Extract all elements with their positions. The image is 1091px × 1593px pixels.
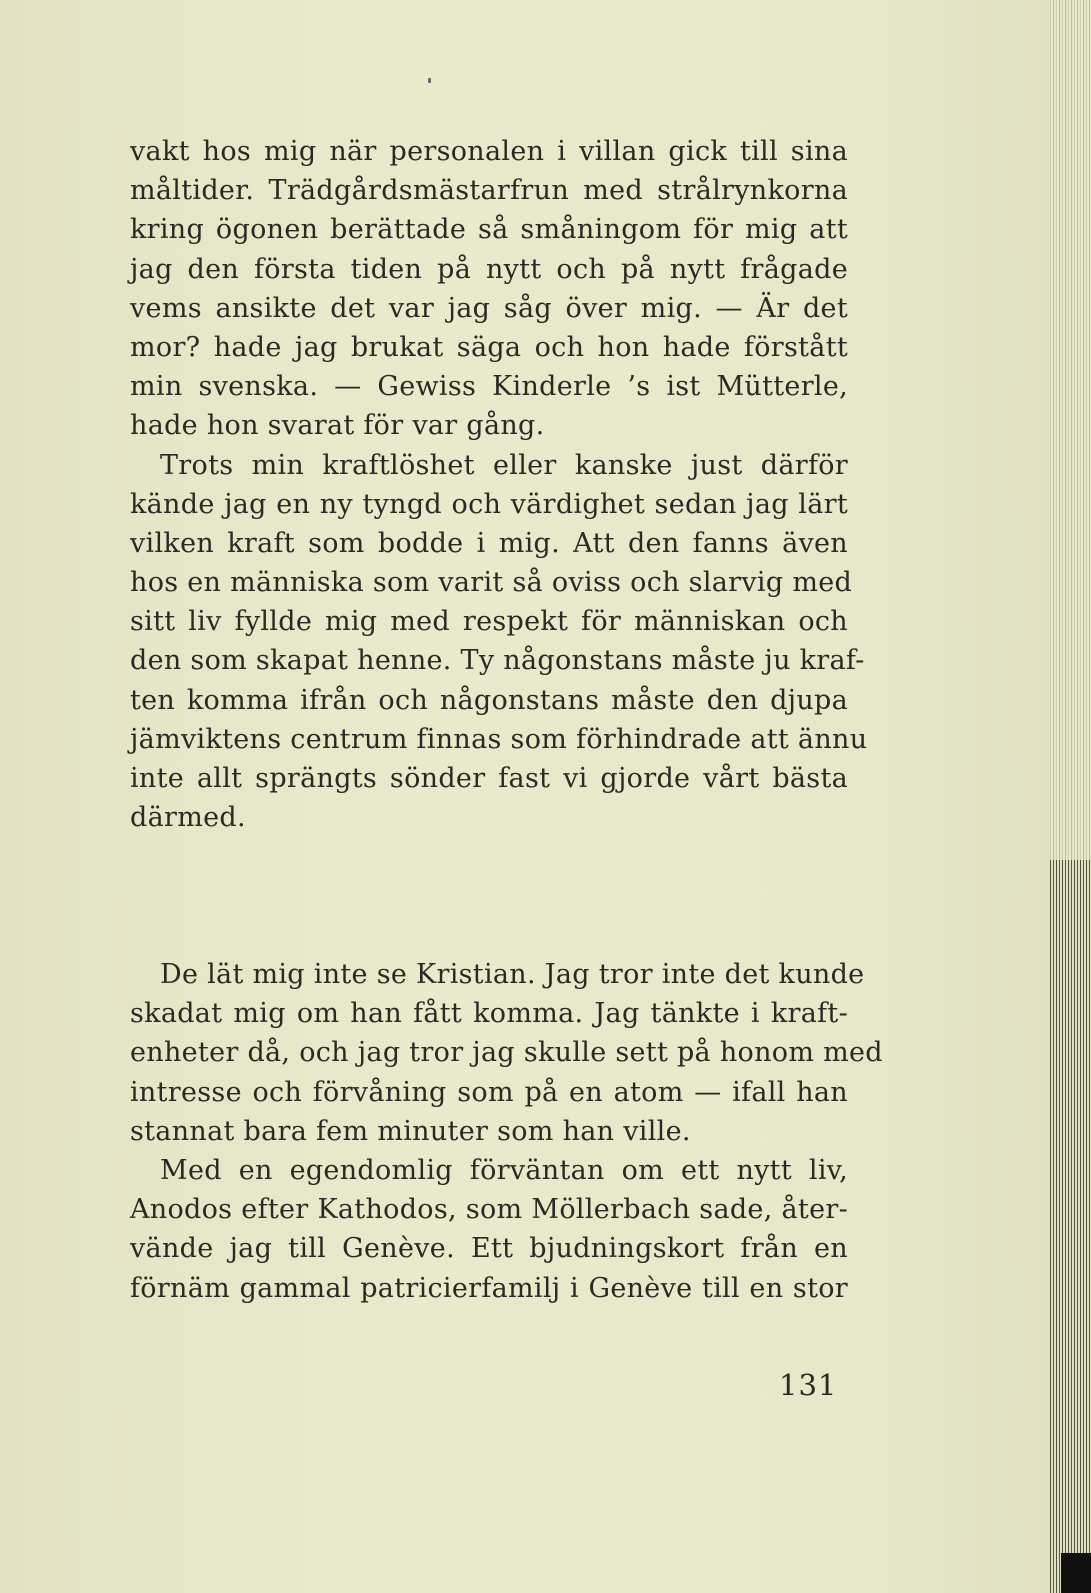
paragraph-first-line: Trots min kraftlöshet eller kanske just därför (160, 449, 848, 481)
text-line: hos en människa som varit så oviss och slarvig med (130, 567, 853, 599)
text-line: sitt liv fyllde mig med respekt för människan och (130, 606, 848, 638)
text-line: ten komma ifrån och någonstans måste den djupa (130, 684, 848, 716)
text-line: jämviktens centrum finnas som förhindrade att ännu (130, 723, 868, 755)
ink-speck (428, 78, 431, 83)
body-text-section-2 (130, 955, 883, 1308)
text-line: vände jag till Genève. Ett bjudningskort från en (130, 1233, 848, 1265)
text-line: kring ögonen berättade så småningom för mig att (130, 214, 848, 246)
text-line: stannat bara fem minuter som han ville. (130, 1115, 691, 1147)
page-stack-edge-shadow (1050, 860, 1091, 1593)
text-line: inte allt sprängts sönder fast vi gjorde vårt bästa (130, 763, 848, 794)
text-line: jag den första tiden på nytt och på nytt frågade (130, 253, 848, 285)
text-line: måltider. Trädgårdsmästarfrun med strålrynkorna (130, 175, 848, 207)
text-line: hade hon svarat för var gång. (130, 410, 545, 442)
text-line: skadat mig om han fått komma. Jag tänkte i kraft- (130, 998, 848, 1030)
text-line: vakt hos mig när personalen i villan gick till sina (130, 136, 848, 167)
body-text-section-1 (130, 132, 868, 837)
text-line: förnäm gammal patricierfamilj i Genève till en stor (130, 1272, 848, 1304)
text-line: den som skapat henne. Ty någonstans måste ju kraf- (130, 645, 865, 677)
text-line: därmed. (130, 802, 246, 834)
text-line: vems ansikte det var jag såg över mig. — Är det (130, 292, 848, 324)
text-line: Anodos efter Kathodos, som Möllerbach sade, åter- (130, 1194, 848, 1226)
text-line: min svenska. — Gewiss Kinderle ’s ist Mütterle, (130, 371, 848, 403)
corner-shadow (1061, 1553, 1091, 1593)
text-line: vilken kraft som bodde i mig. Att den fanns även (130, 527, 848, 559)
paragraph-first-line: De lät mig inte se Kristian. Jag tror inte det kunde (160, 959, 865, 990)
text-line: enheter då, och jag tror jag skulle sett på honom med (130, 1037, 883, 1069)
text-line: intresse och förvåning som på en atom — ifall han (130, 1076, 848, 1108)
page-number: 131 (779, 1368, 838, 1402)
text-line: mor? hade jag brukat säga och hon hade förstått (130, 331, 848, 363)
paragraph-first-line: Med en egendomlig förväntan om ett nytt liv, (160, 1154, 848, 1186)
text-line: kände jag en ny tyngd och värdighet sedan jag lärt (130, 488, 848, 520)
